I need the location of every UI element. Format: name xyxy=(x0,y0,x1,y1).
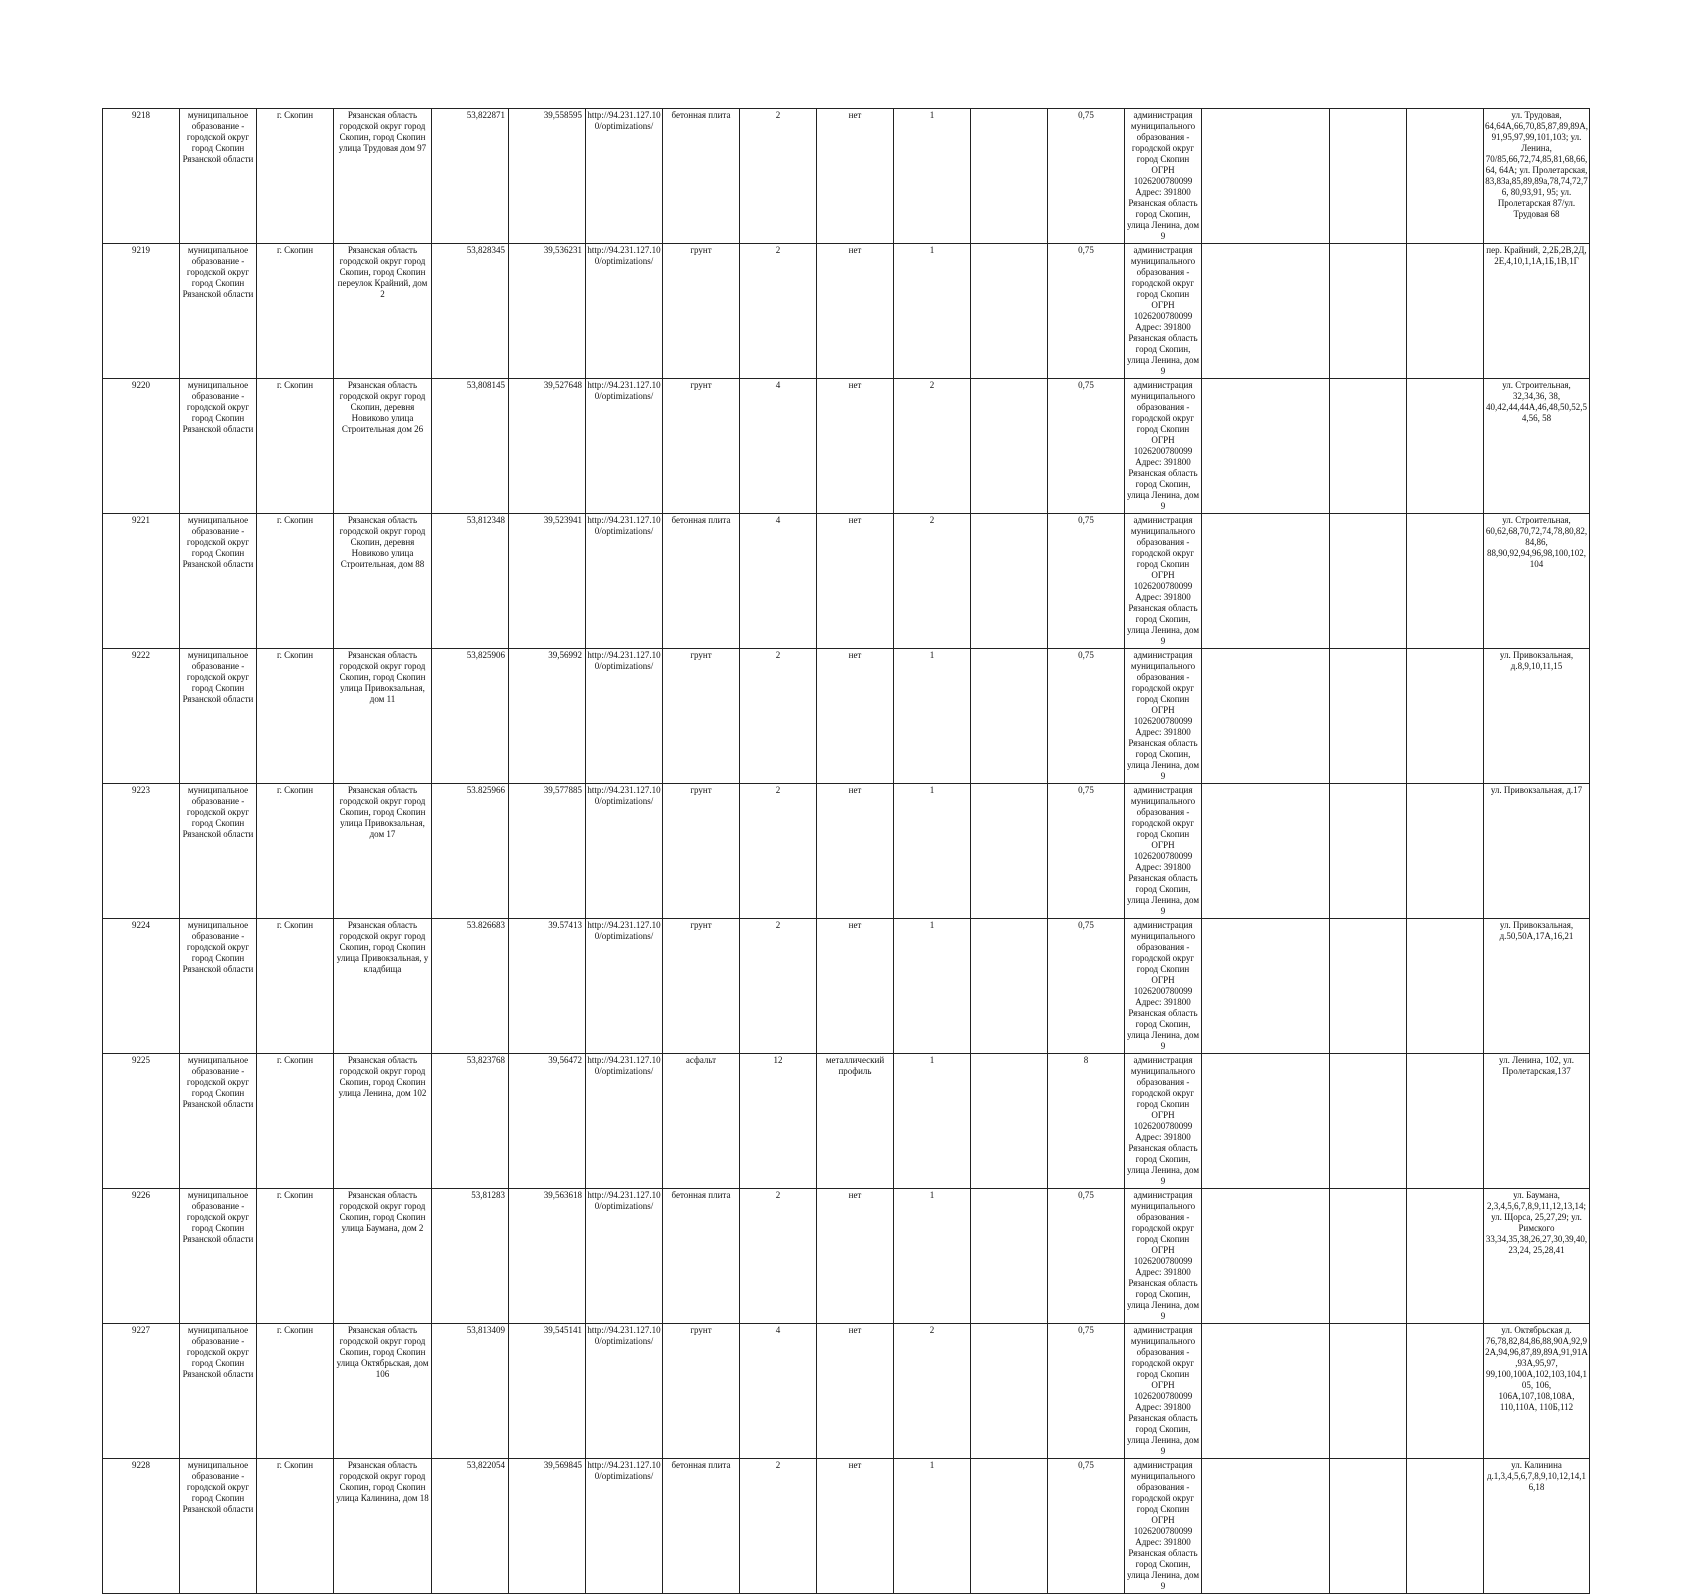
cell-fence: нет xyxy=(817,244,894,379)
cell-longitude: 39,536231 xyxy=(509,244,586,379)
cell-longitude: 39,545141 xyxy=(509,1324,586,1459)
cell-town: г. Скопин xyxy=(257,1324,334,1459)
cell-empty-13 xyxy=(971,1054,1048,1189)
cell-latitude: 53,823768 xyxy=(432,1054,509,1189)
cell-containers: 1 xyxy=(894,1189,971,1324)
cell-empty-13 xyxy=(971,379,1048,514)
cell-area: 2 xyxy=(740,919,817,1054)
cell-empty-13 xyxy=(971,1189,1048,1324)
cell-fence: нет xyxy=(817,919,894,1054)
cell-area: 4 xyxy=(740,379,817,514)
table-body xyxy=(103,109,1590,1594)
cell-empty-13 xyxy=(971,1459,1048,1594)
cell-sources: ул. Баумана, 2,3,4,5,6,7,8,9,11,12,13,14; ул. Щорса, 25,27,29; ул. Римского 33,34,35,38,26,27,30,39,40, 23,24, 25,28,41 xyxy=(1484,1189,1590,1324)
cell-empty-16 xyxy=(1202,784,1330,919)
cell-fence: нет xyxy=(817,1189,894,1324)
cell-surface: грунт xyxy=(663,244,740,379)
cell-holder: администрация муниципального образования - городской округ город Скопин ОГРН 1026200780099 Адрес: 391800 Рязанская область город Скопин, улица Ленина, дом 9 xyxy=(1125,244,1202,379)
cell-address: Рязанская область городской округ город Скопин, город Скопин улица Привокзальная, у кладбища xyxy=(334,919,432,1054)
cell-holder: администрация муниципального образования - городской округ город Скопин ОГРН 1026200780099 Адрес: 391800 Рязанская область город Скопин, улица Ленина, дом 9 xyxy=(1125,649,1202,784)
cell-volume: 0,75 xyxy=(1048,1459,1125,1594)
cell-owner: муниципальное образование - городской округ город Скопин Рязанской области xyxy=(180,379,257,514)
table-row xyxy=(103,1324,1590,1459)
cell-sources: ул. Трудовая, 64,64А,66,70,85,87,89,89А, 91,95,97,99,101,103; ул. Ленина, 70/85,66,72,74,85,81,68,66, 64, 64А; ул. Пролетарская, 83,83а,85,89,89а,78,74,72,76, 80,93,91, 95; ул. Пролетарская 87/ул. Трудовая 68 xyxy=(1484,109,1590,244)
cell-sources: ул. Октябрьская д. 76,78,82,84,86,88,90А,92,92А,94,96,87,89,89А,91,91А ,93А,95,97, 99,100,100А,102,103,104,105, 106, 106А,107,108,108А, 110,110А, 110Б,112 xyxy=(1484,1324,1590,1459)
cell-empty-16 xyxy=(1202,1189,1330,1324)
cell-link[interactable]: http://94.231.127.100/optimizations/ xyxy=(586,109,663,244)
cell-empty-17 xyxy=(1330,379,1407,514)
cell-volume: 0,75 xyxy=(1048,919,1125,1054)
cell-holder: администрация муниципального образования - городской округ город Скопин ОГРН 1026200780099 Адрес: 391800 Рязанская область город Скопин, улица Ленина, дом 9 xyxy=(1125,1189,1202,1324)
cell-volume: 0,75 xyxy=(1048,109,1125,244)
cell-address: Рязанская область городской округ город Скопин, город Скопин улица Привокзальная, дом 17 xyxy=(334,784,432,919)
cell-owner: муниципальное образование - городской округ город Скопин Рязанской области xyxy=(180,784,257,919)
cell-containers: 2 xyxy=(894,1324,971,1459)
cell-volume: 0,75 xyxy=(1048,1189,1125,1324)
cell-sources: ул. Привокзальная, д.8,9,10,11,15 xyxy=(1484,649,1590,784)
cell-fence: нет xyxy=(817,1459,894,1594)
cell-holder: администрация муниципального образования - городской округ город Скопин ОГРН 1026200780099 Адрес: 391800 Рязанская область город Скопин, улица Ленина, дом 9 xyxy=(1125,1459,1202,1594)
cell-volume: 0,75 xyxy=(1048,649,1125,784)
cell-link[interactable]: http://94.231.127.100/optimizations/ xyxy=(586,1189,663,1324)
cell-volume: 0,75 xyxy=(1048,379,1125,514)
cell-empty-17 xyxy=(1330,1054,1407,1189)
cell-town: г. Скопин xyxy=(257,919,334,1054)
cell-longitude: 39,523941 xyxy=(509,514,586,649)
cell-empty-18 xyxy=(1407,1324,1484,1459)
cell-volume: 0,75 xyxy=(1048,1324,1125,1459)
cell-sources: ул. Привокзальная, д.50,50А,17А,16,21 xyxy=(1484,919,1590,1054)
cell-fence: нет xyxy=(817,379,894,514)
cell-holder: администрация муниципального образования - городской округ город Скопин ОГРН 1026200780099 Адрес: 391800 Рязанская область город Скопин, улица Ленина, дом 9 xyxy=(1125,514,1202,649)
cell-empty-18 xyxy=(1407,514,1484,649)
cell-empty-16 xyxy=(1202,919,1330,1054)
cell-latitude: 53,812348 xyxy=(432,514,509,649)
cell-link[interactable]: http://94.231.127.100/optimizations/ xyxy=(586,1459,663,1594)
cell-empty-17 xyxy=(1330,1324,1407,1459)
cell-volume: 0,75 xyxy=(1048,514,1125,649)
cell-site-id: 9227 xyxy=(103,1324,180,1459)
cell-latitude: 53,81283 xyxy=(432,1189,509,1324)
table-row xyxy=(103,1189,1590,1324)
cell-surface: грунт xyxy=(663,649,740,784)
cell-site-id: 9226 xyxy=(103,1189,180,1324)
cell-holder: администрация муниципального образования - городской округ город Скопин ОГРН 1026200780099 Адрес: 391800 Рязанская область город Скопин, улица Ленина, дом 9 xyxy=(1125,919,1202,1054)
cell-empty-18 xyxy=(1407,1459,1484,1594)
cell-sources: ул. Привокзальная, д.17 xyxy=(1484,784,1590,919)
cell-link[interactable]: http://94.231.127.100/optimizations/ xyxy=(586,919,663,1054)
cell-empty-16 xyxy=(1202,514,1330,649)
cell-empty-18 xyxy=(1407,649,1484,784)
cell-latitude: 53,813409 xyxy=(432,1324,509,1459)
cell-area: 2 xyxy=(740,244,817,379)
cell-fence: нет xyxy=(817,784,894,919)
cell-latitude: 53,825906 xyxy=(432,649,509,784)
cell-empty-16 xyxy=(1202,109,1330,244)
cell-empty-16 xyxy=(1202,244,1330,379)
cell-latitude: 53,822054 xyxy=(432,1459,509,1594)
table-row xyxy=(103,514,1590,649)
cell-surface: грунт xyxy=(663,379,740,514)
cell-longitude: 39,577885 xyxy=(509,784,586,919)
cell-address: Рязанская область городской округ город Скопин, город Скопин улица Баумана, дом 2 xyxy=(334,1189,432,1324)
cell-link[interactable]: http://94.231.127.100/optimizations/ xyxy=(586,784,663,919)
cell-empty-18 xyxy=(1407,784,1484,919)
cell-area: 12 xyxy=(740,1054,817,1189)
cell-area: 2 xyxy=(740,1459,817,1594)
cell-empty-17 xyxy=(1330,919,1407,1054)
cell-empty-13 xyxy=(971,244,1048,379)
cell-empty-16 xyxy=(1202,379,1330,514)
table-row xyxy=(103,919,1590,1054)
cell-fence: металлический профиль xyxy=(817,1054,894,1189)
cell-owner: муниципальное образование - городской округ город Скопин Рязанской области xyxy=(180,244,257,379)
cell-site-id: 9220 xyxy=(103,379,180,514)
cell-town: г. Скопин xyxy=(257,1189,334,1324)
cell-empty-17 xyxy=(1330,649,1407,784)
cell-area: 4 xyxy=(740,514,817,649)
cell-town: г. Скопин xyxy=(257,514,334,649)
cell-sources: ул. Калинина д.1,3,4,5,6,7,8,9,10,12,14,16,18 xyxy=(1484,1459,1590,1594)
cell-containers: 2 xyxy=(894,514,971,649)
cell-empty-17 xyxy=(1330,784,1407,919)
cell-owner: муниципальное образование - городской округ город Скопин Рязанской области xyxy=(180,1324,257,1459)
cell-area: 2 xyxy=(740,649,817,784)
cell-volume: 8 xyxy=(1048,1054,1125,1189)
cell-site-id: 9228 xyxy=(103,1459,180,1594)
cell-fence: нет xyxy=(817,649,894,784)
cell-empty-13 xyxy=(971,514,1048,649)
cell-link[interactable]: http://94.231.127.100/optimizations/ xyxy=(586,1054,663,1189)
cell-empty-18 xyxy=(1407,1189,1484,1324)
cell-empty-13 xyxy=(971,649,1048,784)
cell-containers: 1 xyxy=(894,244,971,379)
cell-empty-18 xyxy=(1407,244,1484,379)
cell-holder: администрация муниципального образования - городской округ город Скопин ОГРН 1026200780099 Адрес: 391800 Рязанская область город Скопин, улица Ленина, дом 9 xyxy=(1125,379,1202,514)
cell-site-id: 9219 xyxy=(103,244,180,379)
cell-site-id: 9221 xyxy=(103,514,180,649)
cell-area: 2 xyxy=(740,1189,817,1324)
cell-surface: грунт xyxy=(663,1324,740,1459)
table-row xyxy=(103,379,1590,514)
cell-empty-18 xyxy=(1407,379,1484,514)
cell-address: Рязанская область городской округ город Скопин, город Скопин улица Ленина, дом 102 xyxy=(334,1054,432,1189)
cell-owner: муниципальное образование - городской округ город Скопин Рязанской области xyxy=(180,1054,257,1189)
cell-link[interactable]: http://94.231.127.100/optimizations/ xyxy=(586,244,663,379)
cell-site-id: 9218 xyxy=(103,109,180,244)
cell-empty-13 xyxy=(971,919,1048,1054)
cell-containers: 1 xyxy=(894,1054,971,1189)
cell-link[interactable]: http://94.231.127.100/optimizations/ xyxy=(586,1324,663,1459)
cell-address: Рязанская область городской округ город Скопин, город Скопин переулок Крайний, дом 2 xyxy=(334,244,432,379)
cell-surface: грунт xyxy=(663,919,740,1054)
waste-site-registry-table xyxy=(102,108,1590,1594)
cell-sources: ул. Строительная, 32,34,36, 38, 40,42,44,44А,46,48,50,52,54,56, 58 xyxy=(1484,379,1590,514)
cell-latitude: 53,808145 xyxy=(432,379,509,514)
cell-empty-17 xyxy=(1330,1189,1407,1324)
cell-fence: нет xyxy=(817,514,894,649)
cell-empty-17 xyxy=(1330,244,1407,379)
cell-empty-16 xyxy=(1202,1459,1330,1594)
cell-containers: 1 xyxy=(894,649,971,784)
cell-latitude: 53,822871 xyxy=(432,109,509,244)
cell-volume: 0,75 xyxy=(1048,784,1125,919)
cell-holder: администрация муниципального образования - городской округ город Скопин ОГРН 1026200780099 Адрес: 391800 Рязанская область город Скопин, улица Ленина, дом 9 xyxy=(1125,1054,1202,1189)
cell-longitude: 39.57413 xyxy=(509,919,586,1054)
cell-empty-16 xyxy=(1202,1054,1330,1189)
cell-sources: ул. Ленина, 102, ул. Пролетарская,137 xyxy=(1484,1054,1590,1189)
cell-longitude: 39,569845 xyxy=(509,1459,586,1594)
cell-owner: муниципальное образование - городской округ город Скопин Рязанской области xyxy=(180,514,257,649)
cell-surface: бетонная плита xyxy=(663,1459,740,1594)
cell-longitude: 39,563618 xyxy=(509,1189,586,1324)
cell-empty-17 xyxy=(1330,109,1407,244)
cell-longitude: 39,527648 xyxy=(509,379,586,514)
cell-surface: бетонная плита xyxy=(663,1189,740,1324)
cell-latitude: 53.825966 xyxy=(432,784,509,919)
cell-empty-13 xyxy=(971,784,1048,919)
cell-surface: асфальт xyxy=(663,1054,740,1189)
table-row xyxy=(103,109,1590,244)
cell-holder: администрация муниципального образования - городской округ город Скопин ОГРН 1026200780099 Адрес: 391800 Рязанская область город Скопин, улица Ленина, дом 9 xyxy=(1125,784,1202,919)
cell-empty-16 xyxy=(1202,1324,1330,1459)
cell-sources: ул. Строительная, 60,62,68,70,72,74,78,80,82, 84,86, 88,90,92,94,96,98,100,102, 104 xyxy=(1484,514,1590,649)
cell-holder: администрация муниципального образования - городской округ город Скопин ОГРН 1026200780099 Адрес: 391800 Рязанская область город Скопин, улица Ленина, дом 9 xyxy=(1125,1324,1202,1459)
cell-empty-18 xyxy=(1407,919,1484,1054)
cell-volume: 0,75 xyxy=(1048,244,1125,379)
cell-empty-17 xyxy=(1330,1459,1407,1594)
cell-address: Рязанская область городской округ город Скопин, город Скопин улица Октябрьская, дом 106 xyxy=(334,1324,432,1459)
cell-fence: нет xyxy=(817,109,894,244)
cell-address: Рязанская область городской округ город Скопин, деревня Новиково улица Строительная дом 26 xyxy=(334,379,432,514)
cell-town: г. Скопин xyxy=(257,784,334,919)
cell-town: г. Скопин xyxy=(257,1054,334,1189)
cell-longitude: 39,56472 xyxy=(509,1054,586,1189)
cell-empty-16 xyxy=(1202,649,1330,784)
cell-address: Рязанская область городской округ город Скопин, город Скопин улица Привокзальная, дом 11 xyxy=(334,649,432,784)
table-row xyxy=(103,1459,1590,1594)
cell-containers: 1 xyxy=(894,919,971,1054)
cell-area: 2 xyxy=(740,109,817,244)
cell-surface: грунт xyxy=(663,784,740,919)
table-row xyxy=(103,1054,1590,1189)
cell-owner: муниципальное образование - городской округ город Скопин Рязанской области xyxy=(180,1189,257,1324)
cell-latitude: 53.826683 xyxy=(432,919,509,1054)
cell-surface: бетонная плита xyxy=(663,514,740,649)
cell-containers: 2 xyxy=(894,379,971,514)
cell-area: 2 xyxy=(740,784,817,919)
cell-empty-17 xyxy=(1330,514,1407,649)
cell-empty-13 xyxy=(971,1324,1048,1459)
cell-owner: муниципальное образование - городской округ город Скопин Рязанской области xyxy=(180,109,257,244)
cell-sources: пер. Крайний, 2,2Б,2В,2Д, 2Е,4,10,1,1А,1Б,1В,1Г xyxy=(1484,244,1590,379)
cell-fence: нет xyxy=(817,1324,894,1459)
table-row xyxy=(103,649,1590,784)
cell-latitude: 53,828345 xyxy=(432,244,509,379)
cell-area: 4 xyxy=(740,1324,817,1459)
cell-empty-13 xyxy=(971,109,1048,244)
cell-link[interactable]: http://94.231.127.100/optimizations/ xyxy=(586,379,663,514)
cell-address: Рязанская область городской округ город Скопин, город Скопин улица Калинина, дом 18 xyxy=(334,1459,432,1594)
cell-site-id: 9225 xyxy=(103,1054,180,1189)
cell-surface: бетонная плита xyxy=(663,109,740,244)
cell-address: Рязанская область городской округ город Скопин, деревня Новиково улица Строительная, дом 88 xyxy=(334,514,432,649)
cell-link[interactable]: http://94.231.127.100/optimizations/ xyxy=(586,514,663,649)
cell-town: г. Скопин xyxy=(257,1459,334,1594)
table-row xyxy=(103,784,1590,919)
cell-owner: муниципальное образование - городской округ город Скопин Рязанской области xyxy=(180,919,257,1054)
cell-site-id: 9224 xyxy=(103,919,180,1054)
cell-address: Рязанская область городской округ город Скопин, город Скопин улица Трудовая дом 97 xyxy=(334,109,432,244)
cell-holder: администрация муниципального образования - городской округ город Скопин ОГРН 1026200780099 Адрес: 391800 Рязанская область город Скопин, улица Ленина, дом 9 xyxy=(1125,109,1202,244)
cell-longitude: 39,558595 xyxy=(509,109,586,244)
cell-town: г. Скопин xyxy=(257,379,334,514)
cell-link[interactable]: http://94.231.127.100/optimizations/ xyxy=(586,649,663,784)
cell-site-id: 9222 xyxy=(103,649,180,784)
cell-site-id: 9223 xyxy=(103,784,180,919)
cell-owner: муниципальное образование - городской округ город Скопин Рязанской области xyxy=(180,1459,257,1594)
cell-empty-18 xyxy=(1407,109,1484,244)
cell-empty-18 xyxy=(1407,1054,1484,1189)
cell-owner: муниципальное образование - городской округ город Скопин Рязанской области xyxy=(180,649,257,784)
cell-containers: 1 xyxy=(894,109,971,244)
cell-containers: 1 xyxy=(894,784,971,919)
cell-town: г. Скопин xyxy=(257,109,334,244)
cell-containers: 1 xyxy=(894,1459,971,1594)
table-row xyxy=(103,244,1590,379)
cell-town: г. Скопин xyxy=(257,649,334,784)
cell-longitude: 39,56992 xyxy=(509,649,586,784)
cell-town: г. Скопин xyxy=(257,244,334,379)
